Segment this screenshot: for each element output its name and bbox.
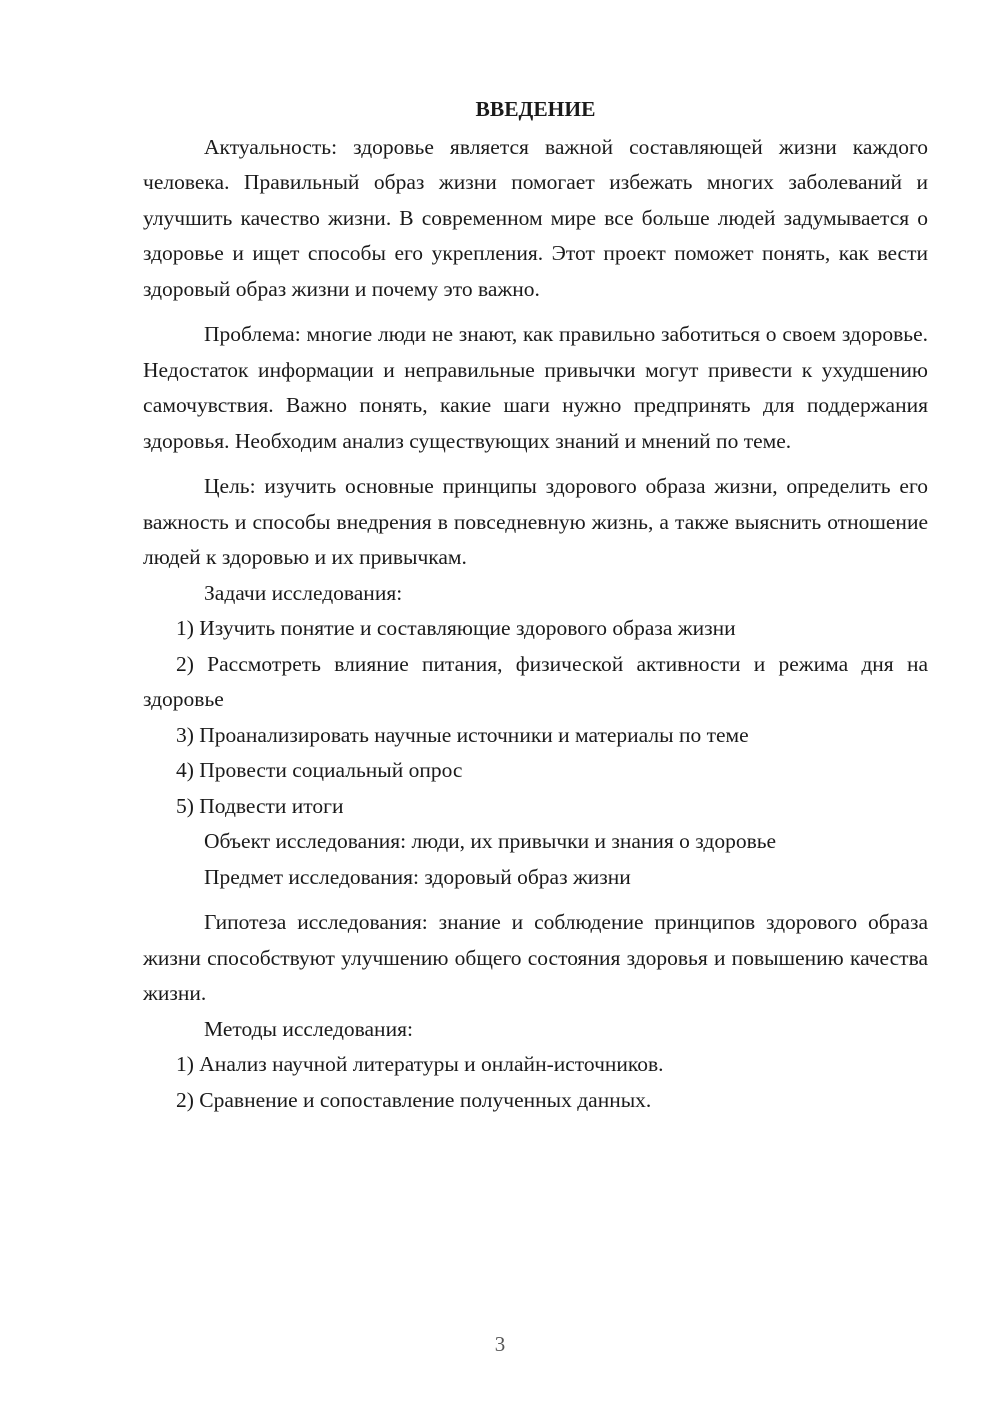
document-page <box>143 92 928 1118</box>
task-item-5: 5) Подвести итоги <box>176 793 344 818</box>
document-title: ВВЕДЕНИЕ <box>475 97 596 121</box>
research-object: Объект исследования: люди, их привычки и знания о здоровье <box>204 829 777 853</box>
research-subject: Предмет исследования: здоровый образ жизни <box>204 864 631 889</box>
task-item-3: 3) Проанализировать научные источники и материалы по теме <box>176 722 749 747</box>
goal-paragraph: Цель: изучить основные принципы здорового образа жизни, определить его важность и способы внедрения в повседневную жизнь, а также выяснить отношение людей к здоровью и их привычкам. <box>143 474 928 569</box>
methods-heading: Методы исследования: <box>204 1016 413 1041</box>
task-item-2: 2) Рассмотреть влияние питания, физической активности и режима дня на здоровье <box>143 651 928 711</box>
hypothesis-paragraph: Гипотеза исследования: знание и соблюдение принципов здорового образа жизни способствуют улучшению общего состояния здоровья и повышению качества жизни. <box>143 910 928 1005</box>
task-item-1: 1) Изучить понятие и составляющие здорового образа жизни <box>176 616 736 640</box>
problem-paragraph: Проблема: многие люди не знают, как правильно заботиться о своем здоровье. Недостаток информации и неправильные привычки могут привести к ухудшению самочувствия. Важно понять, какие шаги нужно предпринять для поддержания здоровья. Необходим анализ существующих знаний и мнений по теме. <box>143 322 928 453</box>
method-item-2: 2) Сравнение и сопоставление полученных данных. <box>176 1087 652 1112</box>
task-item-4: 4) Провести социальный опрос <box>176 758 463 782</box>
relevance-paragraph: Актуальность: здоровье является важной составляющей жизни каждого человека. Правильный образ жизни помогает избежать многих заболеваний и улучшить качество жизни. В современном мире все больше людей задумывается о здоровье и ищет способы его укрепления. Этот проект поможет понять, как вести здоровый образ жизни и почему это важно. <box>143 134 928 301</box>
tasks-heading: Задачи исследования: <box>204 580 403 605</box>
page-number: 3 <box>494 1332 506 1356</box>
method-item-1: 1) Анализ научной литературы и онлайн-источников. <box>176 1052 664 1076</box>
